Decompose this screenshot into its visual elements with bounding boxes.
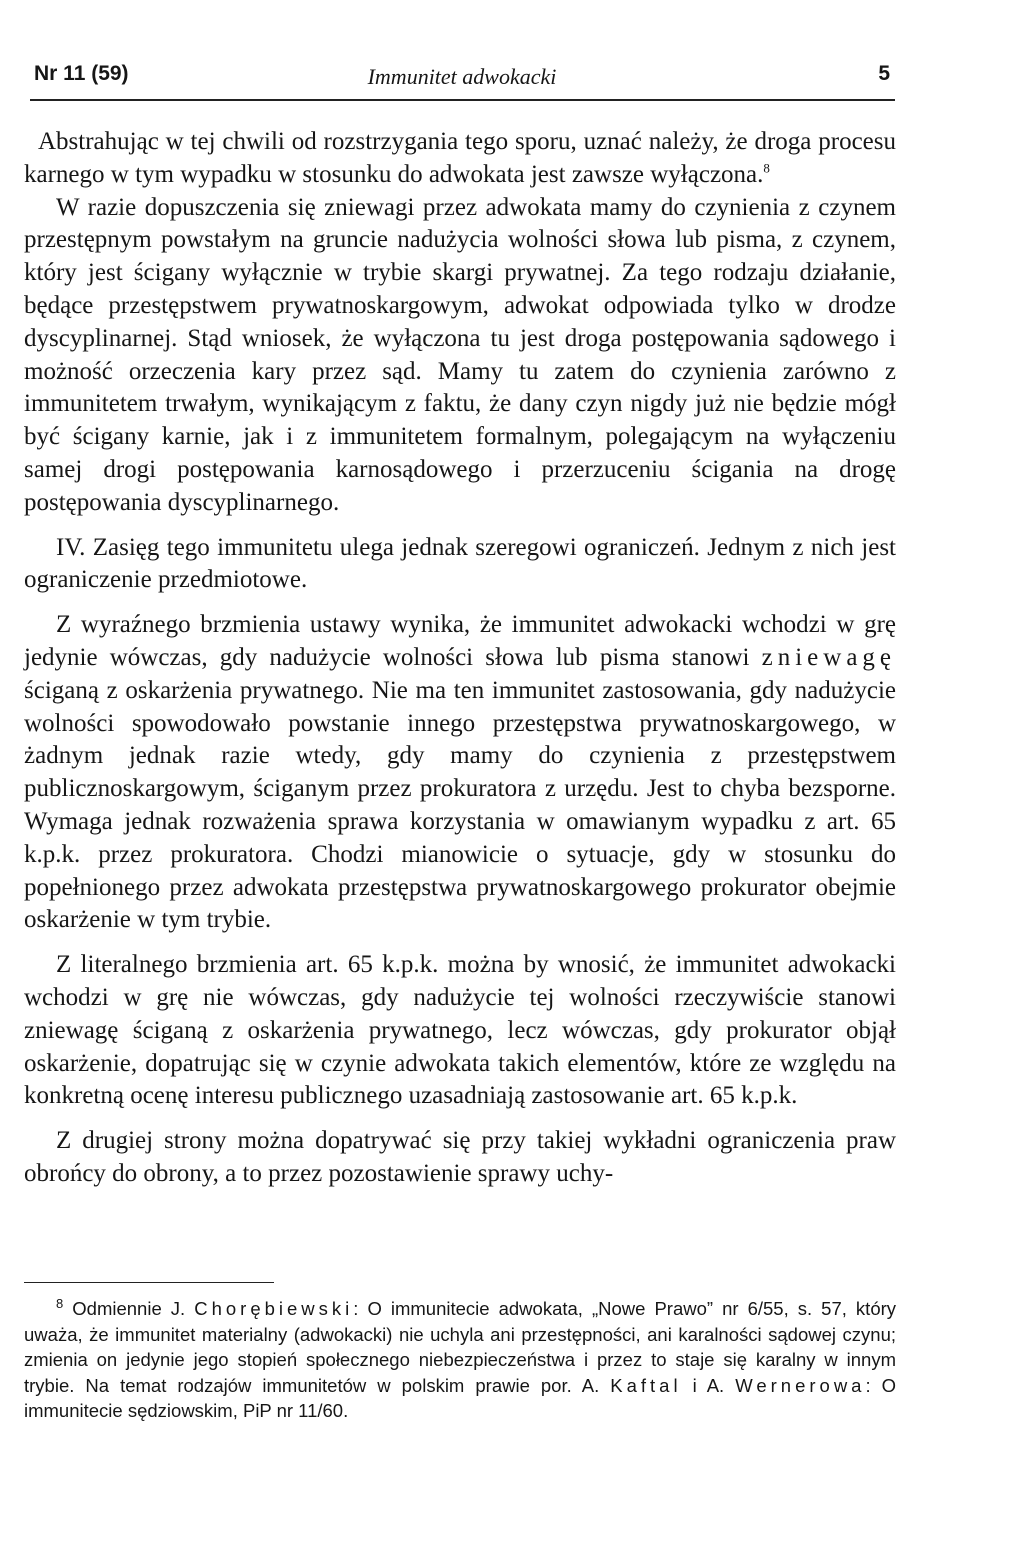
footnote-text-2: : O immunitecie adwokata, „Nowe Prawo” nr 6/55, s. 57, który uważa, że immunitet materialny (adwokacki) nie uchyla ani przestępności, ani karalności sądowej czynu; zmienia on jedynie jego stopień społecznego niebezpieczeństwa i przez to staje się karalny w innym trybie. Na temat rodzajów immunitetów w polskim prawie por. A. (24, 1298, 897, 1396)
page-number: 5 (878, 62, 890, 85)
running-title: Immunitet adwokacki (367, 64, 557, 89)
footnote-text-1: Odmiennie J. (72, 1298, 186, 1319)
footnote-author-3: Wernerowa (735, 1374, 866, 1396)
paragraph-5: Z literalnego brzmienia art. 65 k.p.k. można by wnosić, że immunitet adwokacki wchodzi w grę nie wówczas, gdy nadużycie tej wolności rzeczywiście stanowi zniewagę ściganą z oskarżenia prywatnego, lecz wówczas, gdy prokurator objął oskarżenie, dopatrując się w czynie adwokata takich elementów, które ze względu na konkretną ocenę interesu publicznego uzasadniają zastosowanie art. 65 k.p.k. (24, 951, 896, 1110)
footnote-rule (24, 1282, 274, 1283)
footnote-marker: 8 (56, 1295, 64, 1311)
issue-number: Nr 11 (59) (34, 62, 129, 85)
paragraph-4-text-c: ściganą z oskarżenia prywatnego. Nie ma ten immunitet zastosowania, gdy nadużycie wolności spowodowało powstanie innego przestępstwa prywatnoskargowego, w żadnym jednak razie wtedy, gdy mamy do czynienia z przestępstwem publicznoskargowym, ściganym przez prokuratora z urzędu. Jest to chyba bezsporne. Wymaga jednak rozważenia sprawa korzystania w omawianym wypadku z art. 65 k.p.k. przez prokuratora. Chodzi mianowicie o sytuacje, gdy w stosunku do popełnionego przez adwokata przestępstwa prywatnoskargowego prokurator obejmie oskarżenie w tym trybie. (24, 676, 896, 934)
paragraph-2: W razie dopuszczenia się zniewagi przez adwokata mamy do czynienia z czynem przestępnym powstałym na gruncie nadużycia wolności słowa lub pisma, z czynem, który jest ścigany wyłącznie w trybie skargi prywatnej. Za tego rodzaju działanie, będące przestępstwem prywatnoskargowym, adwokat odpowiada tylko w drodze dyscyplinarnej. Stąd wniosek, że wyłączona tu jest droga postępowania sądowego i możność orzeczenia kary przez sąd. Mamy tu zatem do czynienia zarówno z immunitetem trwałym, wynikającym z faktu, że dany czyn nigdy już nie będzie mógł być ścigany karnie, jak i z immunitetem formalnym, polegającym na wyłączeniu samej drogi postępowania karnosądowego i przerzuceniu ścigania na drogę postępowania dyscyplinarnego. (24, 193, 896, 516)
body-text (24, 126, 896, 1191)
footnote-text-4: : O immunitecie sędziowskim, PiP nr 11/60. (24, 1374, 897, 1421)
footnote-text-3: i A. (692, 1374, 725, 1396)
running-header (34, 62, 890, 96)
paragraph-4-text-a: Z wyraźnego brzmienia ustawy wynika, że immunitet adwokacki wchodzi w grę jedynie wówczas, gdy nadużycie wolności słowa lub pisma stanowi (24, 611, 896, 671)
footnote-author-1: Chorębiewski (194, 1298, 354, 1319)
header-rule (30, 99, 895, 101)
paragraph-3: IV. Zasięg tego immunitetu ulega jednak szeregowi ograniczeń. Jednym z nich jest ograniczenie przedmiotowe. (24, 533, 896, 594)
paragraph-6: Z drugiej strony można dopatrywać się przy takiej wykładni ograniczenia praw obrońcy do obrony, a to przez pozostawienie sprawy uchy- (24, 1127, 896, 1187)
emphasized-term: zniewagę (761, 643, 897, 671)
footnote-8 (24, 1296, 896, 1424)
footnote-author-2: Kaftal (610, 1374, 682, 1396)
paragraph-1 (24, 126, 896, 192)
paragraph-1-text: Abstrahując w tej chwili od rozstrzygania tego sporu, uznać należy, że droga procesu karnego w tym wypadku w stosunku do adwokata jest zawsze wyłączona. (24, 128, 896, 188)
paragraph-4 (24, 609, 896, 937)
footnote-ref-8: 8 (763, 160, 770, 176)
